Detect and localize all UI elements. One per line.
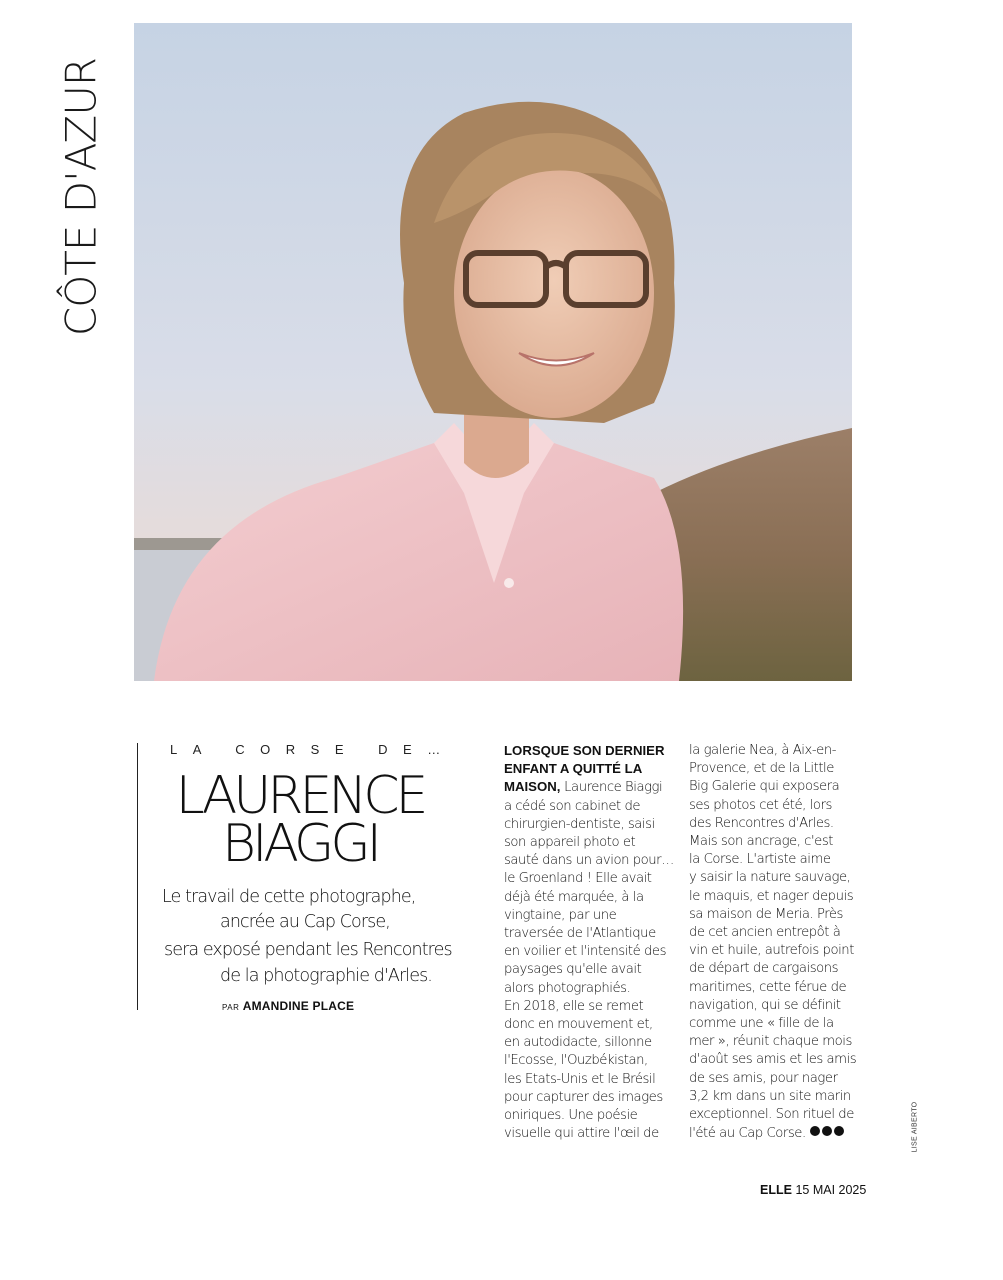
end-mark-dots-icon — [810, 1124, 846, 1142]
article-line: de départ de cargaisons — [689, 961, 839, 977]
article-line: en voilier et l'intensité des — [504, 944, 666, 960]
article-line: Mais son ancrage, c'est — [689, 834, 833, 850]
article-line: son appareil photo et — [504, 835, 636, 851]
article-line: sauté dans un avion pour… — [504, 853, 674, 869]
article-line: l'Ecosse, l'Ouzbékistan, — [504, 1053, 648, 1069]
article-line: sa maison de Meria. Près — [689, 906, 843, 922]
photo-credit — [895, 1102, 935, 1152]
article-line: vingtaine, par une — [504, 907, 617, 923]
article-line: la galerie Nea, à Aix-en- — [689, 743, 837, 758]
photo-credit-text: LISE AIBERTO — [911, 1101, 919, 1153]
standfirst-line: ancrée au Cap Corse, — [220, 912, 390, 932]
article-line: LORSQUE SON DERNIER — [504, 743, 665, 758]
article-line: traversée de l'Atlantique — [504, 926, 656, 942]
byline — [222, 999, 354, 1013]
standfirst-line: de la photographie d'Arles. — [220, 966, 432, 986]
article-line: pour capturer des images — [504, 1089, 663, 1105]
article-line: donc en mouvement et, — [504, 1017, 653, 1033]
article-line: visuelle qui attire l'œil de — [504, 1126, 659, 1142]
article-line: de ses amis, pour nager — [689, 1070, 838, 1086]
article-line: Laurence Biaggi — [560, 780, 663, 796]
byline-author: AMANDINE PLACE — [242, 999, 355, 1013]
article-line: le maquis, et nager depuis — [689, 888, 854, 904]
article-line: oniriques. Une poésie — [504, 1108, 638, 1124]
article-line: maritimes, cette férue de — [689, 979, 847, 995]
article-line: Big Galerie qui exposera — [689, 779, 840, 795]
article-line: y saisir la nature sauvage, — [689, 870, 851, 886]
article-line: navigation, qui se définit — [689, 997, 841, 1013]
article-line: des Rencontres d'Arles. — [689, 815, 834, 831]
kicker: LA CORSE DE… — [170, 742, 456, 757]
article-line: en autodidacte, sillonne — [504, 1035, 652, 1051]
article-line: comme une « fille de la — [689, 1016, 834, 1032]
standfirst-line: Le travail de cette photographe, — [162, 887, 416, 907]
article-line: chirurgien-dentiste, saisi — [504, 816, 655, 832]
article-line: vin et huile, autrefois point — [689, 943, 854, 959]
article-line: a cédé son cabinet de — [504, 798, 641, 814]
portrait-photo — [134, 23, 852, 681]
article-line: ENFANT A QUITTÉ LA — [504, 761, 643, 777]
article-line: 3,2 km dans un site marin — [689, 1088, 851, 1104]
article-line: exceptionnel. Son rituel de — [689, 1107, 854, 1123]
article-line: paysages qu'elle avait — [504, 962, 642, 978]
article-line: de cet ancien entrepôt à — [689, 925, 841, 941]
article-column-2 — [689, 742, 859, 1144]
article-line: déjà été marquée, à la — [504, 889, 644, 905]
standfirst-line: sera exposé pendant les Rencontres — [164, 940, 452, 960]
article-line: le Groenland ! Elle avait — [504, 871, 652, 887]
article-lead-end: MAISON, — [504, 779, 561, 795]
footer-date: 15 MAI 2025 — [795, 1183, 867, 1197]
article-line: les Etats-Unis et le Brésil — [504, 1071, 656, 1087]
article-line: En 2018, elle se remet — [504, 998, 644, 1014]
article-line: la Corse. L'artiste aime — [689, 852, 831, 868]
footer-magazine: ELLE — [760, 1183, 792, 1197]
vertical-rule — [137, 743, 138, 1010]
article-line: Provence, et de la Little — [689, 761, 834, 777]
article-line: l'été au Cap Corse. — [689, 1126, 806, 1142]
article-line: alors photographiés. — [504, 980, 631, 996]
article-line: ses photos cet été, lors — [689, 797, 832, 813]
headline-name-line2: BIAGGI — [222, 814, 378, 874]
section-label — [52, 52, 110, 342]
article-line: d'août ses amis et les amis — [689, 1052, 857, 1068]
page-footer — [760, 1183, 866, 1197]
byline-prefix: PAR — [222, 1003, 240, 1012]
article-line: mer », réunit chaque mois — [689, 1034, 852, 1050]
headline-name-line1: LAURENCE — [175, 766, 425, 826]
section-label-text: CÔTE D'AZUR — [56, 57, 106, 337]
article-column-1 — [504, 742, 674, 1143]
